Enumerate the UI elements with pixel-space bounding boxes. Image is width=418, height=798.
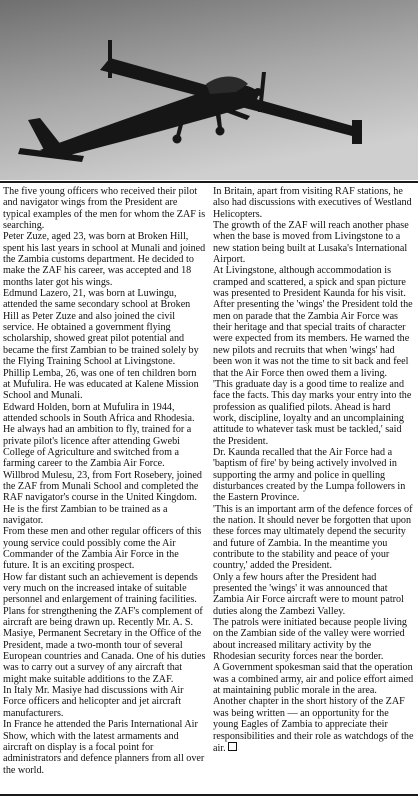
paragraph: Phillip Lemba, 26, was one of ten children born at Mufulira. He was educated at Kalene Mission School and Munali. (3, 367, 199, 402)
aircraft-photo (0, 0, 418, 180)
paragraph: How far distant such an achievement is depends very much on the increased intake of suitable personnel and enlargement of training facilities. (3, 571, 198, 606)
paragraph: 'This is an important arm of the defence forces of the nation. It should never be forgotten that upon these forces may ultimately depend the security and future of Zambia. In the meantime you contribute to the stability and peace of your country,' added the President. (213, 503, 413, 572)
paragraph: At Livingstone, although accommodation is cramped and scattered, a spick and span picture was presented to President Kaunda for his visit. (213, 265, 406, 300)
paragraph: The patrols were initiated because people living on the Zambian side of the valley were worried about increased military activity by the Rhodesian security forces near the border. (213, 617, 407, 663)
paragraph: The five young officers who received their pilot and navigator wings from the President are typical examples of the men for whom the ZAF is searching. (3, 186, 206, 232)
top-rule (0, 181, 418, 183)
paragraph: Willbrod Mulesu, 23, from Fort Rosebery, joined the ZAF from Munali School and completed the RAF navigator's course in the United Kingdom. He is the first Zambian to be trained as a navigator. (3, 469, 202, 526)
paragraph: Dr. Kaunda recalled that the Air Force had a 'baptism of fire' by being actively involved in supporting the army and police in quelling disturbances created by the Lumpa followers in the Eastern Province. (213, 446, 406, 504)
paragraph: A Government spokesman said that the operation was a combined army, air and police effort aimed at maintaining public morale in the area. (213, 662, 414, 697)
aircraft-photo-image (0, 0, 418, 180)
article-right-column (213, 186, 416, 754)
paragraph: Only a few hours after the President had presented the 'wings' it was announced that Zambia Air Force aircraft were to mount patrol duties along the Zambezi Valley. (213, 571, 404, 617)
paragraph: Plans for strengthening the ZAF's complement of aircraft are being drawn up. Recently Mr. A. S. Masiye, Permanent Secretary in the Office of the President, made a two-month tour of several European countries and Canada. One of his duties was to carry out a survey of any aircraft that might make suitable additions to the ZAF. (3, 605, 206, 685)
paragraph: 'This graduate day is a good time to realize and face the facts. This day marks your entry into the profession as qualified pilots. Ahead is hard work, discipline, loyalty and an uncomplaining attitude to whatever task must be tackled,' said the President. (213, 378, 412, 447)
paragraph: Peter Zuze, aged 23, was born at Broken Hill, spent his last years in school at Munali and joined the Zambia customs department. He decided to make the ZAF his career, was accepted and 18 months later got his wings. (3, 231, 206, 288)
paragraph: From these men and other regular officers of this young service could possibly come the Air Commander of the Zambia Air Force in the future. It is an exciting prospect. (3, 526, 202, 572)
paragraph: Edmund Lazero, 21, was born at Luwingu, attended the same secondary school at Broken Hill as Peter Zuze and also joined the civil service. He obtained a government flying scholarship, showed great pilot potential and became the first Zambian to be trained solely by the Flying Training School at Livingstone. (3, 288, 199, 368)
paragraph: In France he attended the Paris International Air Show, which with the latest armaments and aircraft on display is a focal point for administrators and defence planners from all over the world. (3, 719, 205, 776)
paragraph: The growth of the ZAF will reach another phase when the base is moved from Livingstone to a new station being built at Lusaka's International Airport. (213, 220, 409, 266)
article-left-column (3, 186, 206, 776)
bottom-rule (0, 794, 418, 796)
end-mark-icon (228, 742, 237, 751)
paragraph: After presenting the 'wings' the President told the men on parade that the Zambia Air Force was their heritage and that special traits of character were expected from its members. He warned the new pilots and recruits that when 'wings' had been won it was not the time to sit back and feel that the Air Force then owed them a living. (213, 299, 413, 379)
final-paragraph (213, 696, 416, 754)
paragraph-text: Another chapter in the short history of the ZAF was being written — an opportunity for the young Eagles of Zambia to appreciate their responsibilities and their role as watchdogs of the air. (213, 696, 414, 754)
paragraph: In Italy Mr. Masiye had discussions with Air Force officers and helicopter and jet aircraft manufacturers. (3, 685, 184, 719)
paragraph: Edward Holden, born at Mufulira in 1944, attended schools in South Africa and Rhodesia. He always had an ambition to fly, trained for a private pilot's licence after attending Gwebi College of Agriculture and switched from a farming career to the Zambia Air Force. (3, 401, 195, 470)
paragraph: In Britain, apart from visiting RAF stations, he also had discussions with executives of Westland Helicopters. (213, 186, 412, 220)
